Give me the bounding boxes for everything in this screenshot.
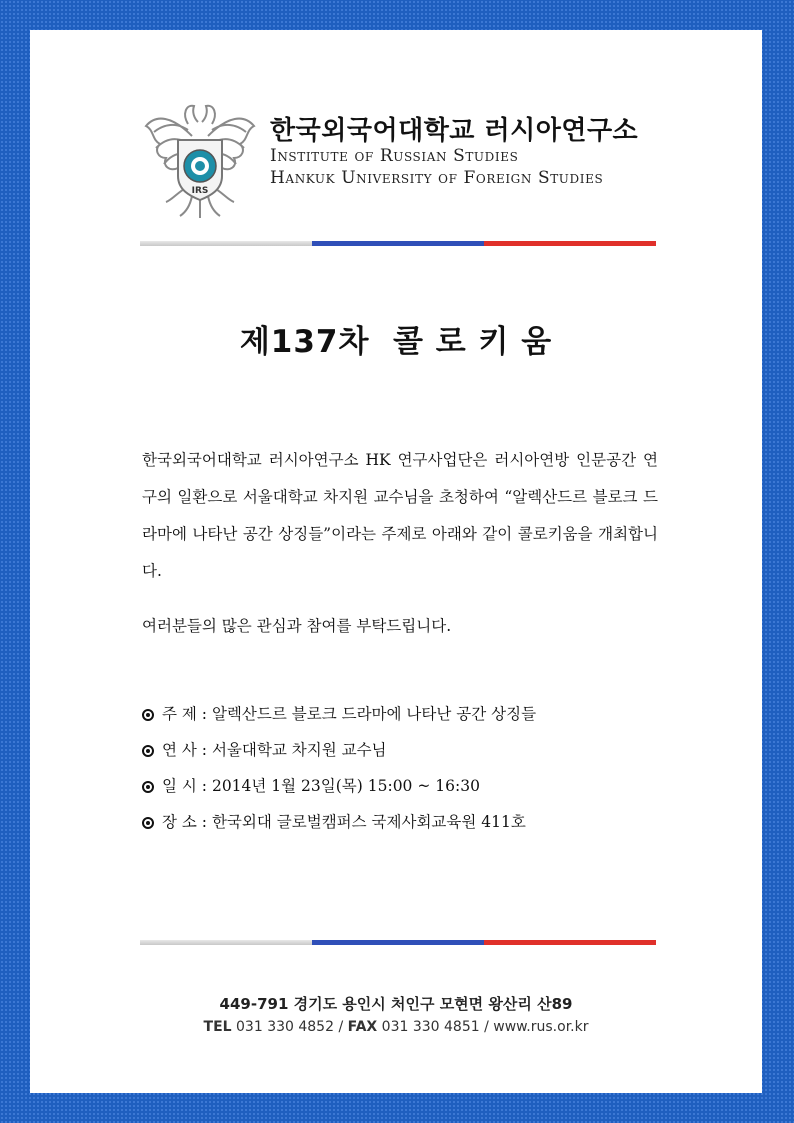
detail-venue: 장 소 : 한국외대 글로벌캠퍼스 국제사회교육원 411호 [142, 804, 536, 840]
letterhead [142, 96, 682, 222]
footer-tricolor-divider [140, 940, 656, 945]
document-page [30, 30, 762, 1093]
page-title: 제137차 콜 로 키 움 [239, 324, 553, 360]
double-headed-eagle-emblem [142, 96, 258, 220]
bullet-icon [142, 745, 154, 757]
detail-speaker: 연 사 : 서울대학교 차지원 교수님 [142, 732, 536, 768]
intro-text: 한국외국어대학교 러시아연구소 HK 연구사업단은 러시아연방 인문공간 연구의 일환으로 서울대학교 차지원 교수님을 초청하여 “알렉산드르 블로크 드라마에 나타난 공간 상징들”이라는 주제로 아래와 같이 콜로키움을 개최합니다. [142, 451, 658, 580]
detail-datetime: 일 시 : 2014년 1월 23일(목) 15:00 ~ 16:30 [142, 768, 536, 804]
event-details [142, 696, 536, 840]
institute-korean-name: 한국외국어대학교 러시아연구소 [270, 116, 639, 146]
institute-english-name: Institute of Russian Studies [270, 146, 519, 166]
university-english-name: Hankuk University of Foreign Studies [270, 168, 604, 188]
header-tricolor-divider [140, 241, 656, 246]
bullet-icon [142, 709, 154, 721]
footer-contact: TEL 031 330 4852 / FAX 031 330 4851 / www.rus.or.kr [203, 1019, 589, 1035]
footer-address: 449-791 경기도 용인시 처인구 모현면 왕산리 산89 [219, 995, 573, 1013]
bullet-icon [142, 781, 154, 793]
bullet-icon [142, 817, 154, 829]
participation-request: 여러분들의 많은 관심과 참여를 부탁드립니다. [142, 617, 452, 635]
emblem-text: IRS [191, 186, 209, 196]
intro-paragraph [142, 442, 658, 590]
detail-topic: 주 제 : 알렉산드르 블로크 드라마에 나타난 공간 상징들 [142, 696, 536, 732]
